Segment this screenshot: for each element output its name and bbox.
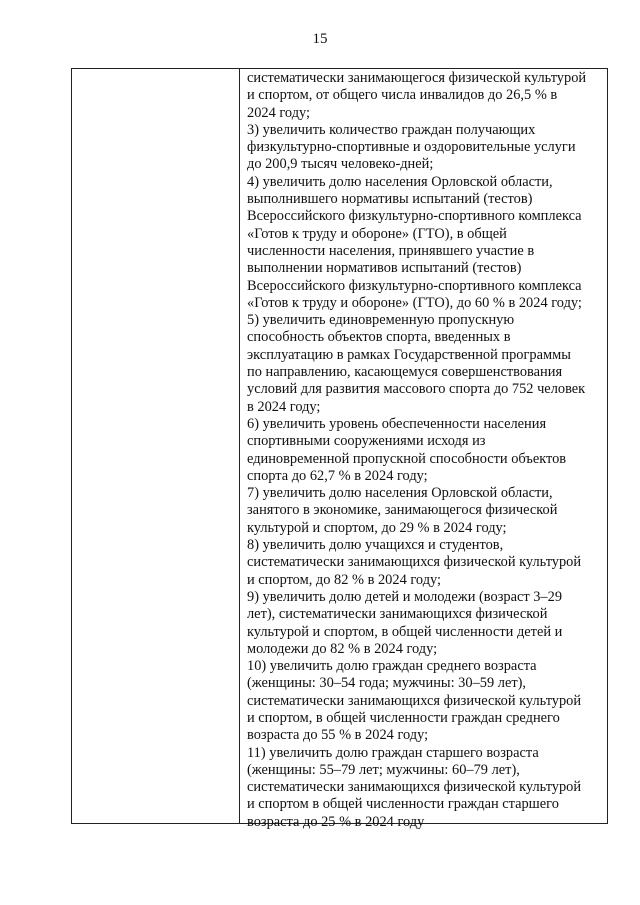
text-line: до 200,9 тысяч человеко-дней; — [247, 156, 434, 173]
text-line: «Готов к труду и обороне» (ГТО), до 60 % в 2024 году; — [247, 294, 582, 311]
text-line: молодежи до 82 % в 2024 году; — [247, 640, 438, 657]
text-line: 7) увеличить долю населения Орловской области, — [247, 485, 553, 502]
text-line: 5) увеличить единовременную пропускную — [247, 312, 515, 329]
text-line: (женщины: 30–54 года; мужчины: 30–59 лет), — [247, 675, 527, 692]
text-line: 10) увеличить долю граждан среднего возраста — [247, 658, 537, 675]
text-line: спорта до 62,7 % в 2024 году; — [247, 467, 428, 484]
text-line: выполнении нормативов испытаний (тестов) — [247, 260, 522, 277]
text-line: 6) увеличить уровень обеспеченности населения — [247, 415, 547, 432]
text-line: 2024 году; — [247, 104, 311, 121]
text-line: Всероссийского физкультурно-спортивного комплекса — [247, 208, 582, 225]
text-line: единовременной пропускной способности объектов — [247, 450, 567, 467]
text-line: эксплуатацию в рамках Государственной программы — [247, 346, 571, 363]
text-line: и спортом в общей численности граждан старшего — [247, 796, 559, 813]
document-table — [71, 68, 608, 830]
text-line: 9) увеличить долю детей и молодежи (возраст 3–29 — [247, 588, 563, 605]
text-line: по направлению, касающемуся совершенствования — [247, 364, 563, 381]
text-line: и спортом, в общей численности граждан среднего — [247, 709, 560, 726]
text-line: выполнившего нормативы испытаний (тестов) — [247, 191, 533, 208]
text-line: численности населения, принявшего участие в — [247, 242, 535, 259]
text-line: лет), систематически занимающихся физической — [247, 606, 548, 623]
text-line: (женщины: 55–79 лет; мужчины: 60–79 лет), — [247, 761, 520, 778]
text-line: 4) увеличить долю населения Орловской области, — [247, 173, 553, 190]
text-line: занятого в экономике, занимающегося физической — [247, 502, 558, 519]
text-line: культурой и спортом, до 29 % в 2024 году; — [247, 519, 507, 536]
page-number: 15 — [312, 31, 328, 47]
text-line: в 2024 году; — [247, 398, 321, 415]
table-left-cell — [72, 69, 240, 823]
text-line: и спортом, от общего числа инвалидов до 26,5 % в — [247, 87, 558, 104]
text-line: «Готов к труду и обороне» (ГТО), в общей — [247, 225, 507, 242]
text-line: систематически занимающихся физической культурой — [247, 779, 582, 796]
table-right-cell — [247, 70, 605, 831]
text-line: 8) увеличить долю учащихся и студентов, — [247, 537, 504, 554]
text-line: культурой и спортом, в общей численности детей и — [247, 623, 563, 640]
text-line: физкультурно-спортивные и оздоровительные услуги — [247, 139, 576, 156]
text-line: систематически занимающегося физической культурой — [247, 70, 587, 86]
text-line: 11) увеличить долю граждан старшего возраста — [247, 744, 539, 761]
text-line: возраста до 25 % в 2024 году — [247, 813, 425, 830]
text-line: систематически занимающихся физической культурой — [247, 692, 582, 709]
text-line: и спортом, до 82 % в 2024 году; — [247, 571, 442, 588]
text-line: систематически занимающихся физической культурой — [247, 554, 582, 571]
text-line: 3) увеличить количество граждан получающих — [247, 121, 536, 138]
text-line: возраста до 55 % в 2024 году; — [247, 727, 429, 744]
text-line: Всероссийского физкультурно-спортивного комплекса — [247, 277, 582, 294]
text-line: условий для развития массового спорта до 752 человек — [247, 381, 586, 398]
text-line: способность объектов спорта, введенных в — [247, 329, 511, 346]
text-line: спортивными сооружениями исходя из — [247, 433, 486, 450]
